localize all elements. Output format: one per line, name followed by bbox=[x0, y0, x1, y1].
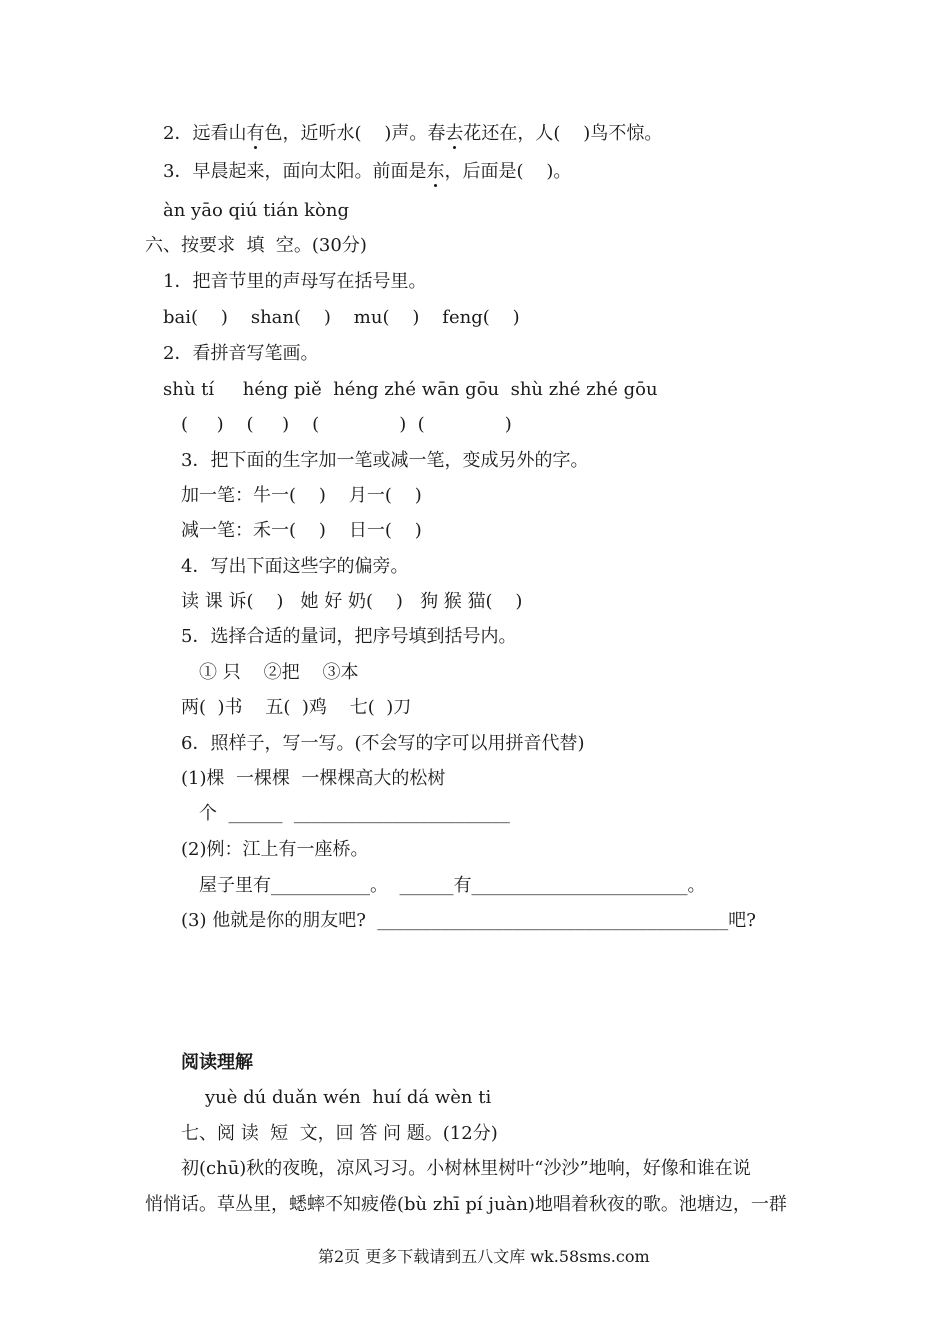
q3-line-add: 加一笔：牛一( ) 月一( ) bbox=[181, 485, 422, 506]
q4-title: 4．写出下面这些字的偏旁。 bbox=[181, 556, 409, 577]
text-segment: 3．早晨起来，面向太阳。前面是 bbox=[163, 161, 427, 182]
q6-1-example: (1)棵 一棵棵 一棵棵高大的松树 bbox=[181, 768, 446, 789]
text-segment: 2．远看山 bbox=[163, 123, 247, 144]
q6-title: 6．照样子，写一写。(不会写的字可以用拼音代替) bbox=[181, 733, 585, 754]
section6-pinyin: àn yāo qiú tián kòng bbox=[163, 200, 349, 221]
q3-title: 3．把下面的生字加一笔或减一笔，变成另外的字。 bbox=[181, 450, 589, 471]
dotted-character: 有 bbox=[246, 123, 265, 144]
q5-line: 两( )书 五( )鸡 七( )刀 bbox=[181, 697, 412, 718]
q1-title: 1．把音节里的声母写在括号里。 bbox=[163, 271, 427, 292]
q1-items: bai( ) shan( ) mu( ) feng( ) bbox=[163, 307, 520, 328]
reading-paragraph-line: 悄悄话。草丛里，蟋蟀不知疲倦(bù zhī pí juàn)地唱着秋夜的歌。池塘边，一群 bbox=[145, 1194, 787, 1215]
text-segment: 花还在，人( )鸟不惊。 bbox=[463, 123, 663, 144]
reading-heading: 阅读理解 bbox=[181, 1052, 253, 1073]
q5-title: 5．选择合适的量词，把序号填到括号内。 bbox=[181, 626, 517, 647]
q3-line-remove: 减一笔：禾一( ) 日一( ) bbox=[181, 520, 422, 541]
q5-options: ① 只 ②把 ③本 bbox=[199, 662, 359, 683]
section6-title: 六、按要求 填 空。(30分) bbox=[145, 235, 367, 256]
q4-line: 读 课 诉( ) 她 好 奶( ) 狗 猴 猫( ) bbox=[181, 591, 523, 612]
text-segment: 色，近听水( )声。春 bbox=[264, 123, 446, 144]
question-line-3 bbox=[163, 160, 571, 184]
q2-title: 2．看拼音写笔画。 bbox=[163, 343, 319, 364]
q6-2-task: 屋子里有___________。 ______有________________________。 bbox=[199, 875, 706, 896]
dotted-character: 东 bbox=[426, 161, 445, 182]
q2-brackets: ( ) ( ) ( ) ( ) bbox=[181, 414, 512, 435]
dotted-character: 去 bbox=[445, 123, 464, 144]
reading-paragraph-line: 初(chū)秋的夜晚，凉风习习。小树林里树叶“沙沙”地响，好像和谁在说 bbox=[181, 1158, 751, 1179]
reading-pinyin: yuè dú duǎn wén huí dá wèn ti bbox=[205, 1087, 492, 1108]
text-segment: ，后面是( )。 bbox=[444, 161, 572, 182]
reading-title: 七、阅 读 短 文，回 答 问 题。(12分) bbox=[181, 1123, 498, 1144]
q6-3: (3) 他就是你的朋友吧? _______________________________________吧? bbox=[181, 910, 756, 931]
q2-pinyin: shù tí héng piě héng zhé wān gōu shù zhé zhé gōu bbox=[163, 379, 658, 400]
q6-2-example: (2)例：江上有一座桥。 bbox=[181, 839, 369, 860]
q6-1-task: 个 ______ ________________________ bbox=[199, 803, 510, 824]
page-footer: 第2页 更多下载请到五八文库 wk.58sms.com bbox=[318, 1247, 650, 1266]
question-line-2 bbox=[163, 122, 662, 146]
